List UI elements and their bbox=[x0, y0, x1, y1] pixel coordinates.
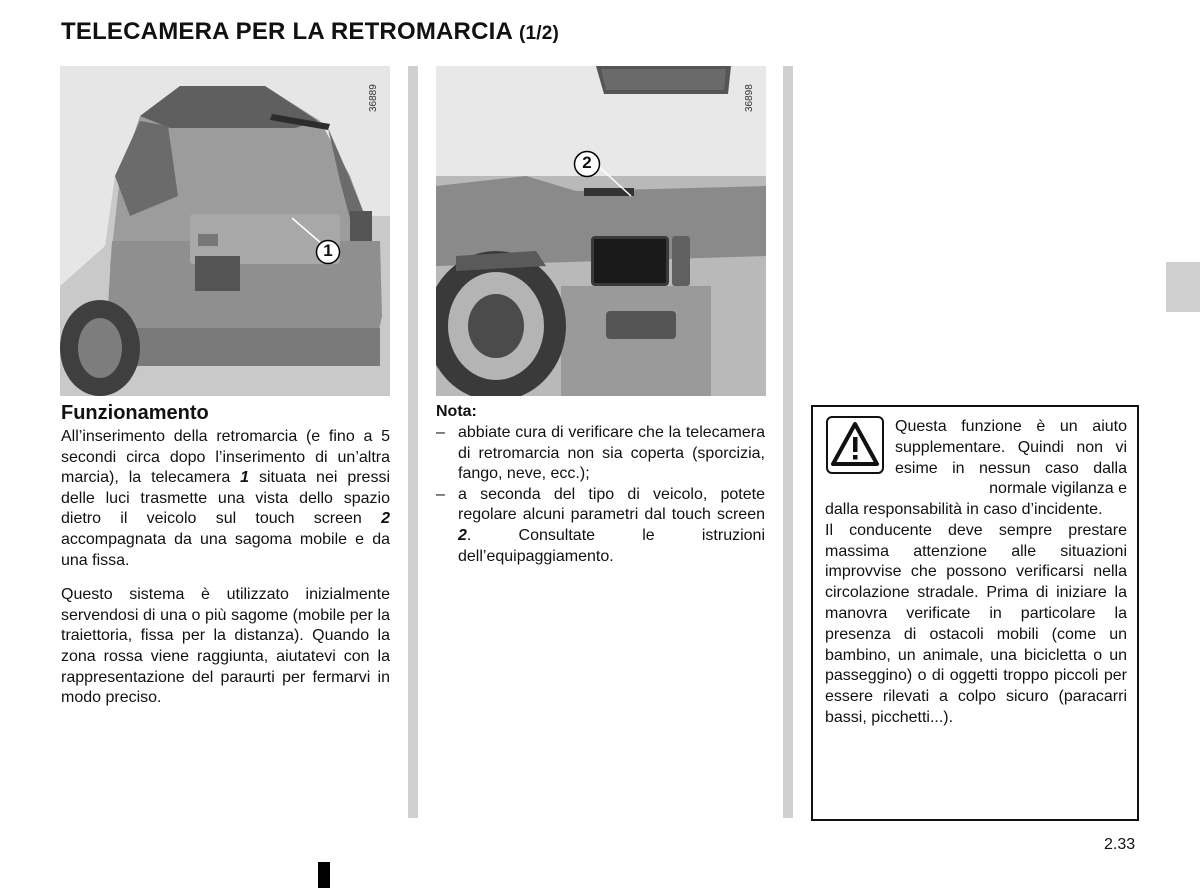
column-divider-left bbox=[408, 66, 418, 818]
figure-number: 36898 bbox=[744, 84, 755, 112]
note-bullet-text: a seconda del tipo di veicolo, potete regolare alcuni parametri dal touch screen bbox=[458, 485, 765, 524]
figure-number: 36889 bbox=[368, 84, 379, 112]
page-title bbox=[61, 18, 559, 46]
figure-dashboard bbox=[436, 66, 766, 396]
column-divider-right bbox=[783, 66, 793, 818]
page-title-part: (1/2) bbox=[519, 23, 560, 44]
figure-rear-camera bbox=[60, 66, 390, 396]
warning-text: Il conducente deve sempre prestare massima attenzione alle situazioni improvvise che possono verificarsi nella circolazione stradale. Prima di iniziare la manovra verificate in particolare la presenza di ostacoli mobili (come un bambino, un animale, una bicicletta o un passeggino) o di oggetti troppo piccoli per essere rilevati a colpo sicuro (paracarri bassi, picchetti...). bbox=[825, 521, 1127, 726]
paragraph-text: All’inserimento della retromarcia (e fino a 5 secondi circa dopo l’inserimento di un’altra marcia), la telecamera bbox=[61, 428, 390, 487]
dashboard-illustration bbox=[436, 66, 766, 396]
warning-text: dalla responsabilità in caso d’incidente. bbox=[825, 501, 1103, 518]
callout-1-label: 1 bbox=[323, 241, 333, 260]
car-rear-illustration bbox=[60, 66, 390, 396]
warning-triangle-icon bbox=[826, 416, 884, 474]
warning-intro-text: Questa funzione è un aiuto supplementare. Quindi non vi esime in nessun caso dalla normale vigilanza e bbox=[895, 418, 1127, 498]
note-title: Nota: bbox=[436, 403, 477, 420]
page-number: 2.33 bbox=[1104, 836, 1136, 853]
paragraph-usage: Questo sistema è utilizzato inizialmente servendosi di una o più sagome (mobile per la traiettoria, fissa per la distanza). Quando la zona rossa viene raggiunta, aiutatevi con la rappresentazione del paraurti per fermarvi in modo preciso. bbox=[61, 586, 390, 707]
reference-2: 2 bbox=[458, 526, 467, 544]
crop-mark bbox=[318, 862, 330, 888]
paragraph-operation bbox=[61, 427, 390, 571]
note-bullet bbox=[436, 423, 765, 485]
section-tab-marker bbox=[1166, 262, 1200, 312]
callout-2-label: 2 bbox=[582, 153, 592, 172]
reference-1: 1 bbox=[240, 469, 250, 487]
section-title: Funzionamento bbox=[61, 402, 209, 424]
paragraph-text: accompagnata da una sagoma mobile e da una fissa. bbox=[61, 530, 390, 569]
column-middle bbox=[436, 402, 765, 567]
page-title-text: TELECAMERA PER LA RETROMARCIA bbox=[61, 18, 513, 45]
note-bullet bbox=[436, 485, 765, 567]
warning-triangle-glyph bbox=[828, 418, 882, 472]
warning-box bbox=[811, 405, 1139, 821]
warning-body bbox=[825, 500, 1127, 729]
note-bullet-text: . Consultate le istruzioni dell’equipaggiamento. bbox=[458, 526, 765, 565]
column-left bbox=[61, 427, 390, 709]
reference-2: 2 bbox=[381, 510, 390, 528]
warning-intro bbox=[895, 417, 1127, 500]
paragraph-text: situata nei pressi delle luci trasmette una vista dello spazio dietro il veicolo sul touch screen bbox=[61, 469, 390, 528]
bullet-dash: – bbox=[436, 485, 445, 503]
bullet-dash: – bbox=[436, 424, 445, 441]
note-bullet-text: abbiate cura di verificare che la telecamera di retromarcia non sia coperta (sporcizia, fango, neve, ecc.); bbox=[458, 424, 765, 483]
